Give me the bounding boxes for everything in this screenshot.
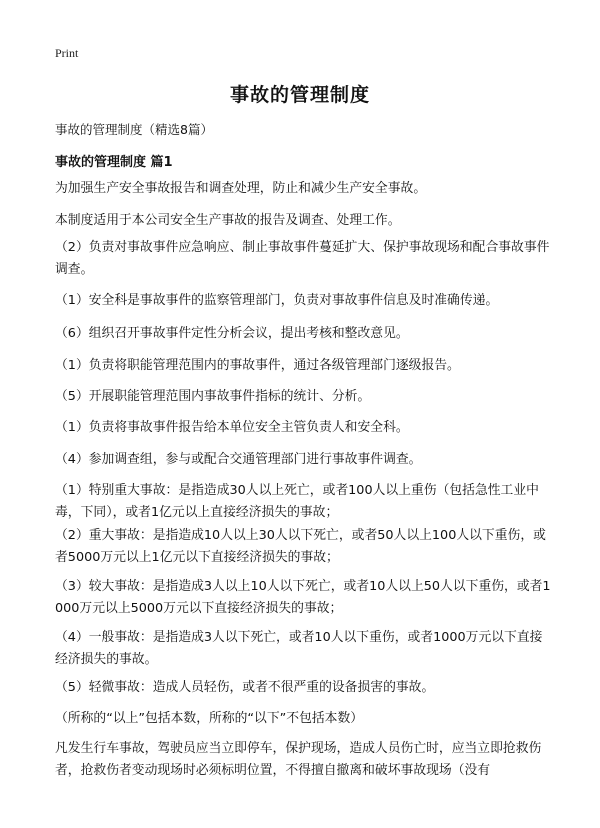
paragraph: 凡发生行车事故，驾驶员应当立即停车，保护现场，造成人员伤亡时，应当立即抢救伤者，抢救伤者变动现场时必须标明位置，不得擅自撤离和破坏事故现场（没有	[55, 741, 542, 778]
paragraph: （6）组织召开事故事件定性分析会议，提出考核和整改意见。	[55, 326, 409, 341]
paragraph: （2）重大事故：是指造成10人以上30人以下死亡，或者50人以上100人以下重伤，或者5000万元以上1亿元以下直接经济损失的事故；	[55, 528, 546, 565]
print-link[interactable]: Print	[55, 46, 79, 60]
paragraph: （1）负责将事故事件报告给本单位安全主管负责人和安全科。	[55, 420, 409, 435]
paragraph: 本制度适用于本公司安全生产事故的报告及调查、处理工作。	[55, 213, 401, 228]
paragraph: （1）特别重大事故：是指造成30人以上死亡，或者100人以上重伤（包括急性工业中毒，下同），或者1亿元以上直接经济损失的事故；	[55, 483, 539, 520]
page-title: 事故的管理制度	[229, 84, 370, 106]
document-subtitle: 事故的管理制度（精选8篇）	[55, 122, 213, 137]
paragraph: 为加强生产安全事故报告和调查处理，防止和减少生产安全事故。	[55, 181, 427, 196]
paragraph: （2）负责对事故事件应急响应、制止事故事件蔓延扩大、保护事故现场和配合事故事件调查。	[55, 240, 550, 277]
section-heading: 事故的管理制度 篇1	[55, 155, 173, 170]
paragraph: （4）参加调查组，参与或配合交通管理部门进行事故事件调查。	[55, 452, 422, 467]
paragraph: （所称的“以上”包括本数，所称的“以下”不包括本数）	[55, 711, 364, 726]
paragraph: （3）较大事故：是指造成3人以上10人以下死亡，或者10人以上50人以下重伤，或者1000万元以上5000万元以下直接经济损失的事故；	[55, 579, 551, 616]
paragraph: （1）安全科是事故事件的监察管理部门，负责对事故事件信息及时准确传递。	[55, 293, 499, 308]
paragraph: （1）负责将职能管理范围内的事故事件，通过各级管理部门逐级报告。	[55, 358, 460, 373]
paragraph: （5）轻微事故：造成人员轻伤，或者不很严重的设备损害的事故。	[55, 680, 435, 695]
paragraph: （5）开展职能管理范围内事故事件指标的统计、分析。	[55, 389, 371, 404]
paragraph: （4）一般事故：是指造成3人以下死亡，或者10人以下重伤，或者1000万元以下直接经济损失的事故。	[55, 630, 543, 667]
